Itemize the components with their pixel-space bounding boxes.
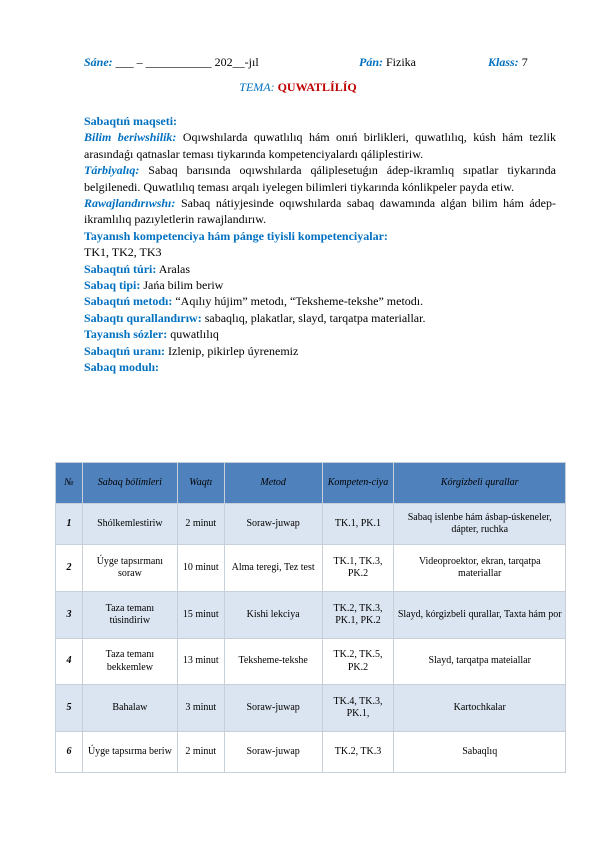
col-number: № (56, 463, 83, 504)
theme-label: TEMA: (239, 80, 275, 94)
lesson-type: Sabaqtıń túri: Aralas (84, 261, 191, 276)
lesson-method: Sabaqtıń metodı: “Aqılıy hújim” metodı, “Teksheme-tekshe” metodı. (84, 294, 424, 309)
lesson-module-table (55, 462, 566, 773)
goal-heading: Sabaqtıń maqseti: (84, 114, 178, 128)
class-field (488, 55, 528, 70)
theme-title: QUWATLÍLÍQ (277, 80, 357, 94)
date-field (84, 55, 259, 70)
theme-line (0, 80, 596, 95)
table-row: 2 Úyge tapsırmanı soraw 10 minut Alma teregi, Tez test TK.1, TK.3, PK.2 Videoproektor, ekran, tarqatpa materiallar (56, 545, 566, 592)
subject-field (359, 55, 416, 70)
table-row: 3 Taza temanı túsindiriw 15 minut Kishi lekciya TK.2, TK.3, PK.1, PK.2 Slayd, kórgizbeli qurallar, Taxta hám por (56, 592, 566, 639)
upbringing-goal: Tárbiyalıq: Sabaq barısında oqıwshılarda qáliplesetuǵın ádep-ikramlıq sıpatlar tiykarında belgilenedi. Quwatlılıq teması arqalı iyelegen bilimleri tiykarında kónlikpeler payda etiw. (84, 163, 556, 194)
class-label: Klass: (488, 55, 519, 69)
class-value: 7 (521, 55, 528, 69)
table-row: 5 Bahalaw 3 minut Soraw-juwap TK.4, TK.3, PK.1, Kartochkalar (56, 685, 566, 732)
competence-heading: Tayanısh kompetenciya hám pánge tiyisli kompetenciyalar: (84, 228, 388, 243)
lesson-kind: Sabaq tipi: Jańa bilim beriw (84, 278, 224, 293)
module-heading: Sabaq modulı: (84, 360, 160, 375)
educational-goal: Bilim beriwshilik: Oqıwshılarda quwatlılıq hám onıń birlikleri, quwatlılıq, kúsh hám tezlik arasındaǵı qatnaslar teması tiykarında kompetenciyalardı qáliplestiriw. (84, 130, 556, 161)
date-label: Sáne: (84, 55, 113, 69)
lesson-equipment: Sabaqtı qurallandırıw: sabaqlıq, plakatlar, slayd, tarqatpa materiallar. (84, 310, 426, 325)
subject-label: Pán: (359, 55, 383, 69)
col-competence: Kompeten-ciya (322, 463, 394, 504)
lesson-body (84, 101, 556, 376)
subject-value: Fizika (386, 55, 416, 69)
col-time: Waqtı (177, 463, 224, 504)
table-row: 4 Taza temanı bekkemlew 13 minut Teksheme-tekshe TK.2, TK.5, PK.2 Slayd, tarqatpa mateiallar (56, 639, 566, 685)
date-value: ___ – ___________ 202__-jıl (115, 55, 259, 69)
col-method: Metod (224, 463, 322, 504)
table-row: 6 Úyge tapsırma beriw 2 minut Soraw-juwap TK.2, TK.3 Sabaqlıq (56, 732, 566, 773)
col-part: Sabaq bólimleri (82, 463, 177, 504)
col-tools: Kórgizbeli qurallar (394, 463, 566, 504)
lesson-motto: Sabaqtıń uranı: Izlenip, pikirlep úyrenemiz (84, 343, 299, 358)
table-header-row (56, 463, 566, 504)
key-words: Tayanısh sózler: quwatlılıq (84, 327, 219, 342)
table-row: 1 Shólkemlestiriw 2 minut Soraw-juwap TK.1, PK.1 Sabaq islenbe hám ásbap-úskeneler, dápter, ruchka (56, 504, 566, 545)
competence-value: TK1, TK2, TK3 (84, 245, 162, 260)
development-goal: Rawajlandırıwshı: Sabaq nátiyjesinde oqıwshılarda sabaq dawamında alǵan bilim hám ádep-ikramlılıq pazıyletlerin rawajlandırıw. (84, 196, 556, 227)
